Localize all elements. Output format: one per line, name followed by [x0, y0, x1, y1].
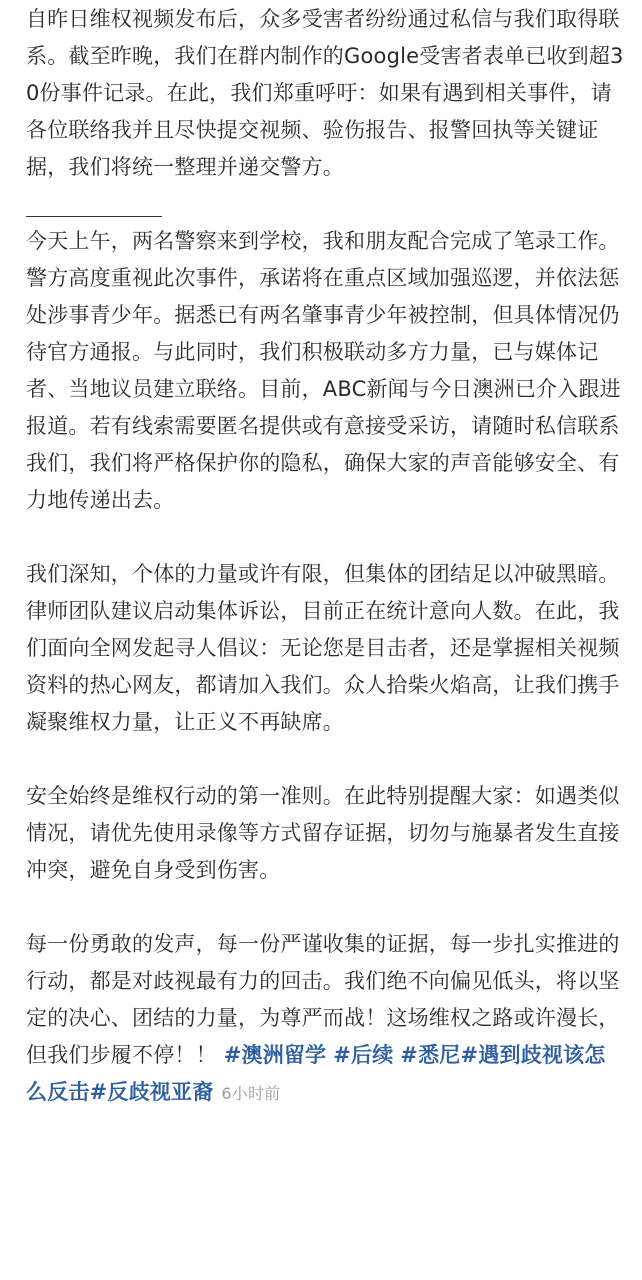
post-paragraph-final [26, 926, 626, 1112]
paragraph-gap [26, 519, 626, 556]
post-timestamp: 6小时前 [221, 1084, 281, 1103]
post-paragraph: 今天上午，两名警察来到学校，我和朋友配合完成了笔录工作。警方高度重视此次事件，承诺将在重点区域加强巡逻，并依法惩处涉事青少年。据悉已有两名肇事青少年被控制，但具体情况仍待官方通报。与此同时，我们积极联动多方力量，已与媒体记者、当地议员建立联络。目前，ABC新闻与今日澳洲已介入跟进报道。若有线索需要匿名提供或有意接受采访，请随时私信联系我们，我们将严格保护你的隐私，确保大家的声音能够安全、有力地传递出去。 [26, 229, 621, 512]
hashtag-link[interactable]: #后续 [333, 1043, 394, 1067]
post-paragraph: 安全始终是维权行动的第一准则。在此特别提醒大家：如遇类似情况，请优先使用录像等方式留存证据，切勿与施暴者发生直接冲突，避免自身受到伤害。 [26, 784, 620, 882]
section-divider [26, 216, 162, 217]
paragraph-gap [26, 741, 626, 778]
hashtag-link[interactable]: #反歧视亚裔 [89, 1080, 214, 1104]
post-body [26, 0, 626, 1112]
hashtag-link[interactable]: #澳洲留学 [223, 1043, 327, 1067]
hashtag-link[interactable]: #遇到歧视该怎么反击 [26, 1043, 606, 1104]
post-paragraph-text: 每一份勇敢的发声，每一份严谨收集的证据，每一步扎实推进的行动，都是对歧视最有力的回击。我们绝不向偏见低头，将以坚定的决心、团结的力量，为尊严而战！这场维权之路或许漫长，但我们步履不停！！ [26, 932, 620, 1067]
post-paragraph: 我们深知，个体的力量或许有限，但集体的团结足以冲破黑暗。律师团队建议启动集体诉讼，目前正在统计意向人数。在此，我们面向全网发起寻人倡议：无论您是目击者，还是掌握相关视频资料的热心网友，都请加入我们。众人拾柴火焰高，让我们携手凝聚维权力量，让正义不再缺席。 [26, 562, 620, 734]
post-paragraph: 自昨日维权视频发布后，众多受害者纷纷通过私信与我们取得联系。截至昨晚，我们在群内制作的Google受害者表单已收到超30份事件记录。在此，我们郑重呼吁：如果有遇到相关事件，请各位联络我并且尽快提交视频、验伤报告、报警回执等关键证据，我们将统一整理并递交警方。 [26, 7, 624, 179]
hashtag-link[interactable]: #悉尼 [400, 1043, 461, 1067]
paragraph-gap [26, 889, 626, 926]
